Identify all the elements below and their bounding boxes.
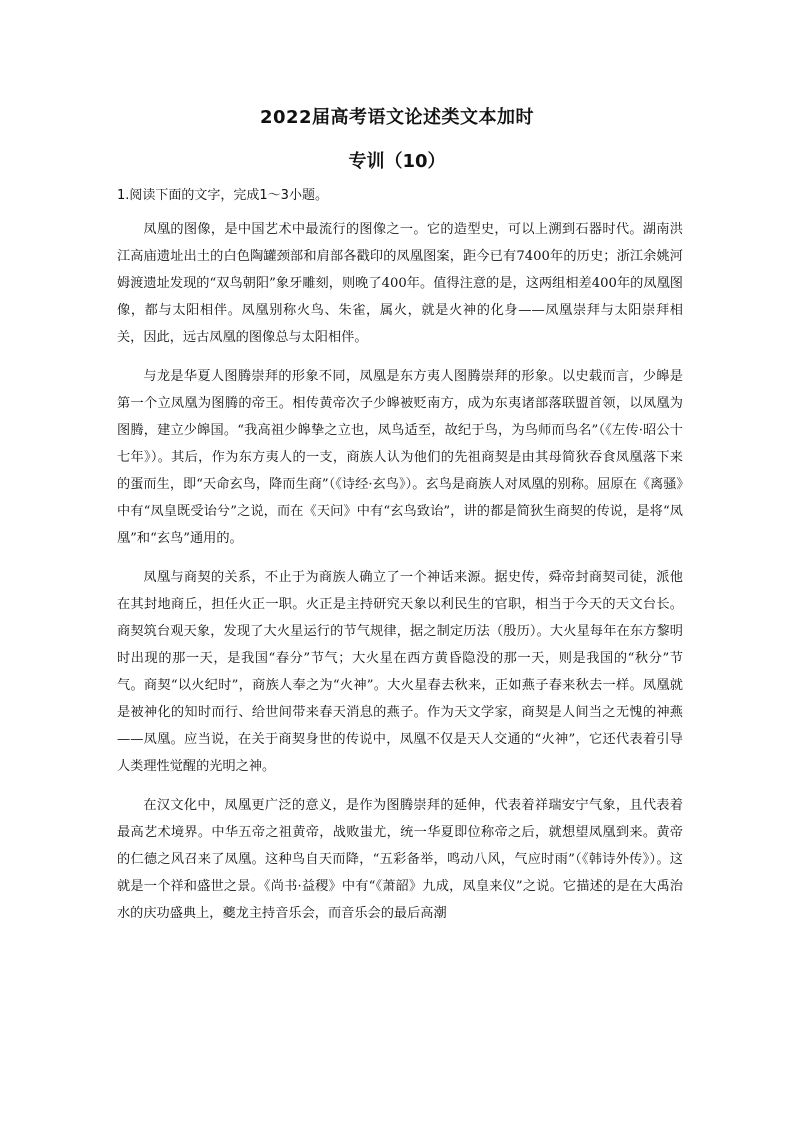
paragraph-2: 与龙是华夏人图腾崇拜的形象不同，凤凰是东方夷人图腾崇拜的形象。以史载而言，少皞是第一个立凤凰为图腾的帝王。相传黄帝次子少皞被贬南方，成为东夷诸部落联盟首领，以凤凰为图腾，建立少皞国。“我高祖少皞挚之立也，凤鸟适至，故纪于鸟，为鸟师而鸟名”（《左传·昭公十七年》）。其后，作为东方夷人的一支，商族人认为他们的先祖商契是由其母简狄吞食凤凰落下来的蛋而生，即“天命玄鸟，降而生商”（《诗经·玄鸟》）。玄鸟是商族人对凤凰的别称。屈原在《离骚》中有“凤皇既受诒兮”之说，而在《天问》中有“玄鸟致诒”，讲的都是简狄生商契的传说，是将“凤凰”和“玄鸟”通用的。	[117, 369, 683, 546]
passage-body	[117, 216, 683, 939]
question-instruction: 1.阅读下面的文字，完成1～3小题。	[117, 188, 328, 203]
paragraph-1: 凤凰的图像，是中国艺术中最流行的图像之一。它的造型史，可以上溯到石器时代。湖南洪江高庙遗址出土的白色陶罐颈部和肩部各戳印的凤凰图案，距今已有7400年的历史；浙江余姚河姆渡遗址发现的“双鸟朝阳”象牙雕刻，则晚了400年。值得注意的是，这两组相差400年的凤凰图像，都与太阳相伴。凤凰别称火鸟、朱雀，属火，就是火神的化身——凤凰崇拜与太阳崇拜相关，因此，远古凤凰的图像总与太阳相伴。	[117, 222, 683, 345]
paragraph-3: 凤凰与商契的关系，不止于为商族人确立了一个神话来源。据史传，舜帝封商契司徒，派他在其封地商丘，担任火正一职。火正是主持研究天象以利民生的官职，相当于今天的天文台长。商契筑台观天象，发现了大火星运行的节气规律，据之制定历法（殷历）。大火星每年在东方黎明时出现的那一天，是我国“春分”节气；大火星在西方黄昏隐没的那一天，则是我国的“秋分”节气。商契“以火纪时”，商族人奉之为“火神”。大火星春去秋来，正如燕子春来秋去一样。凤凰就是被神化的知时而行、给世间带来春天消息的燕子。作为天文学家，商契是人间当之无愧的神燕——凤凰。应当说，在关于商契身世的传说中，凤凰不仅是天人交通的“火神”，它还代表着引导人类理性觉醒的光明之神。	[117, 570, 683, 774]
document-title: 2022届高考语文论述类文本加时	[259, 107, 535, 128]
paragraph-4: 在汉文化中，凤凰更广泛的意义，是作为图腾崇拜的延伸，代表着祥瑞安宁气象，且代表着最高艺术境界。中华五帝之祖黄帝，战败蚩尤，统一华夏即位称帝之后，就想望凤凰到来。黄帝的仁德之风召来了凤凰。这种鸟自天而降，“五彩备举，鸣动八风，气应时雨”（《韩诗外传》）。这就是一个祥和盛世之景。《尚书·益稷》中有“《萧韶》九成，凤皇来仪”之说。它描述的是在大禹治水的庆功盛典上，夔龙主持音乐会，而音乐会的最后高潮	[117, 798, 683, 921]
document-subtitle: 专训（10）	[348, 151, 446, 172]
